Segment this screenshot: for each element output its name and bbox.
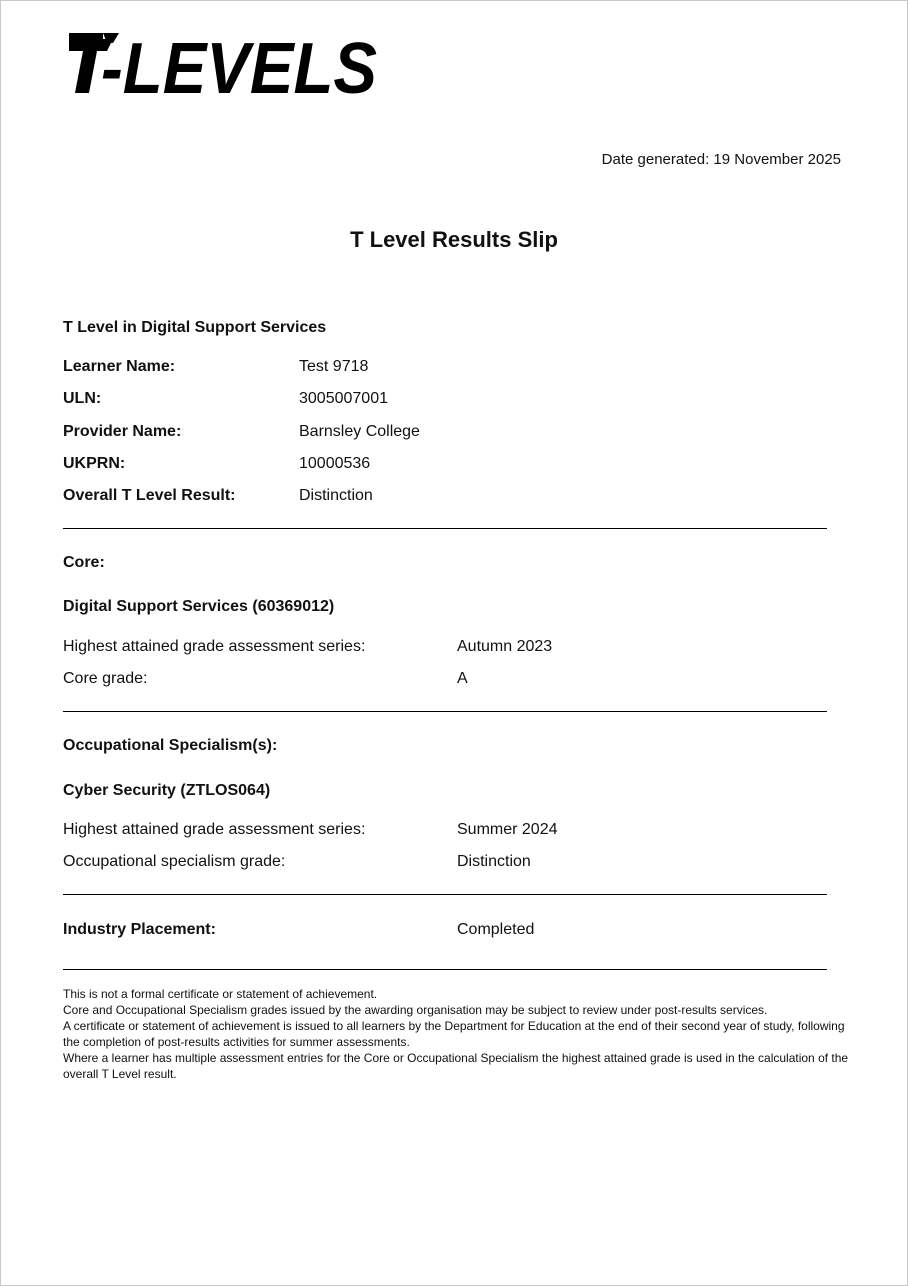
specialism-series-value: Summer 2024	[457, 821, 558, 838]
overall-result-label: Overall T Level Result:	[63, 487, 236, 504]
core-component-name: Digital Support Services (60369012)	[63, 598, 335, 615]
note: A certificate or statement of achievement is issued to all learners by the Department for Education at the end of their second year of study, following the completion of post-results activities for summer assessments.	[63, 1019, 845, 1049]
divider	[63, 711, 827, 712]
disclaimer-notes	[63, 986, 853, 1082]
learner-name-label: Learner Name:	[63, 358, 176, 375]
divider	[63, 969, 827, 970]
core-grade-value: A	[457, 670, 468, 687]
ukprn-label: UKPRN:	[63, 455, 126, 472]
overall-result-value: Distinction	[299, 487, 373, 504]
uln-label: ULN:	[63, 390, 102, 407]
divider	[63, 894, 827, 895]
specialism-grade-value: Distinction	[457, 853, 531, 870]
svg-text:-LEVELS: -LEVELS	[101, 29, 377, 97]
provider-name-label: Provider Name:	[63, 423, 182, 440]
page-title: T Level Results Slip	[350, 227, 558, 252]
industry-placement-value: Completed	[457, 921, 535, 938]
core-heading: Core:	[63, 554, 105, 571]
note: This is not a formal certificate or statement of achievement.	[63, 987, 378, 1001]
industry-placement-label: Industry Placement:	[63, 921, 216, 938]
t-levels-logo	[67, 29, 381, 97]
note: Where a learner has multiple assessment entries for the Core or Occupational Specialism the highest attained grade is used in the calculation of the overall T Level result.	[63, 1051, 849, 1081]
date-generated: Date generated: 19 November 2025	[601, 151, 841, 168]
specialism-heading: Occupational Specialism(s):	[63, 737, 278, 754]
provider-name-value: Barnsley College	[299, 423, 420, 440]
specialism-name: Cyber Security (ZTLOS064)	[63, 782, 271, 799]
programme-title: T Level in Digital Support Services	[63, 319, 327, 336]
core-series-label: Highest attained grade assessment series:	[63, 638, 366, 655]
specialism-series-label: Highest attained grade assessment series:	[63, 821, 366, 838]
learner-name-value: Test 9718	[299, 358, 369, 375]
ukprn-value: 10000536	[299, 455, 371, 472]
specialism-grade-label: Occupational specialism grade:	[63, 853, 286, 870]
core-series-value: Autumn 2023	[457, 638, 553, 655]
uln-value: 3005007001	[299, 390, 388, 407]
divider	[63, 528, 827, 529]
core-grade-label: Core grade:	[63, 670, 148, 687]
note: Core and Occupational Specialism grades issued by the awarding organisation may be subject to review under post-results services.	[63, 1003, 768, 1017]
